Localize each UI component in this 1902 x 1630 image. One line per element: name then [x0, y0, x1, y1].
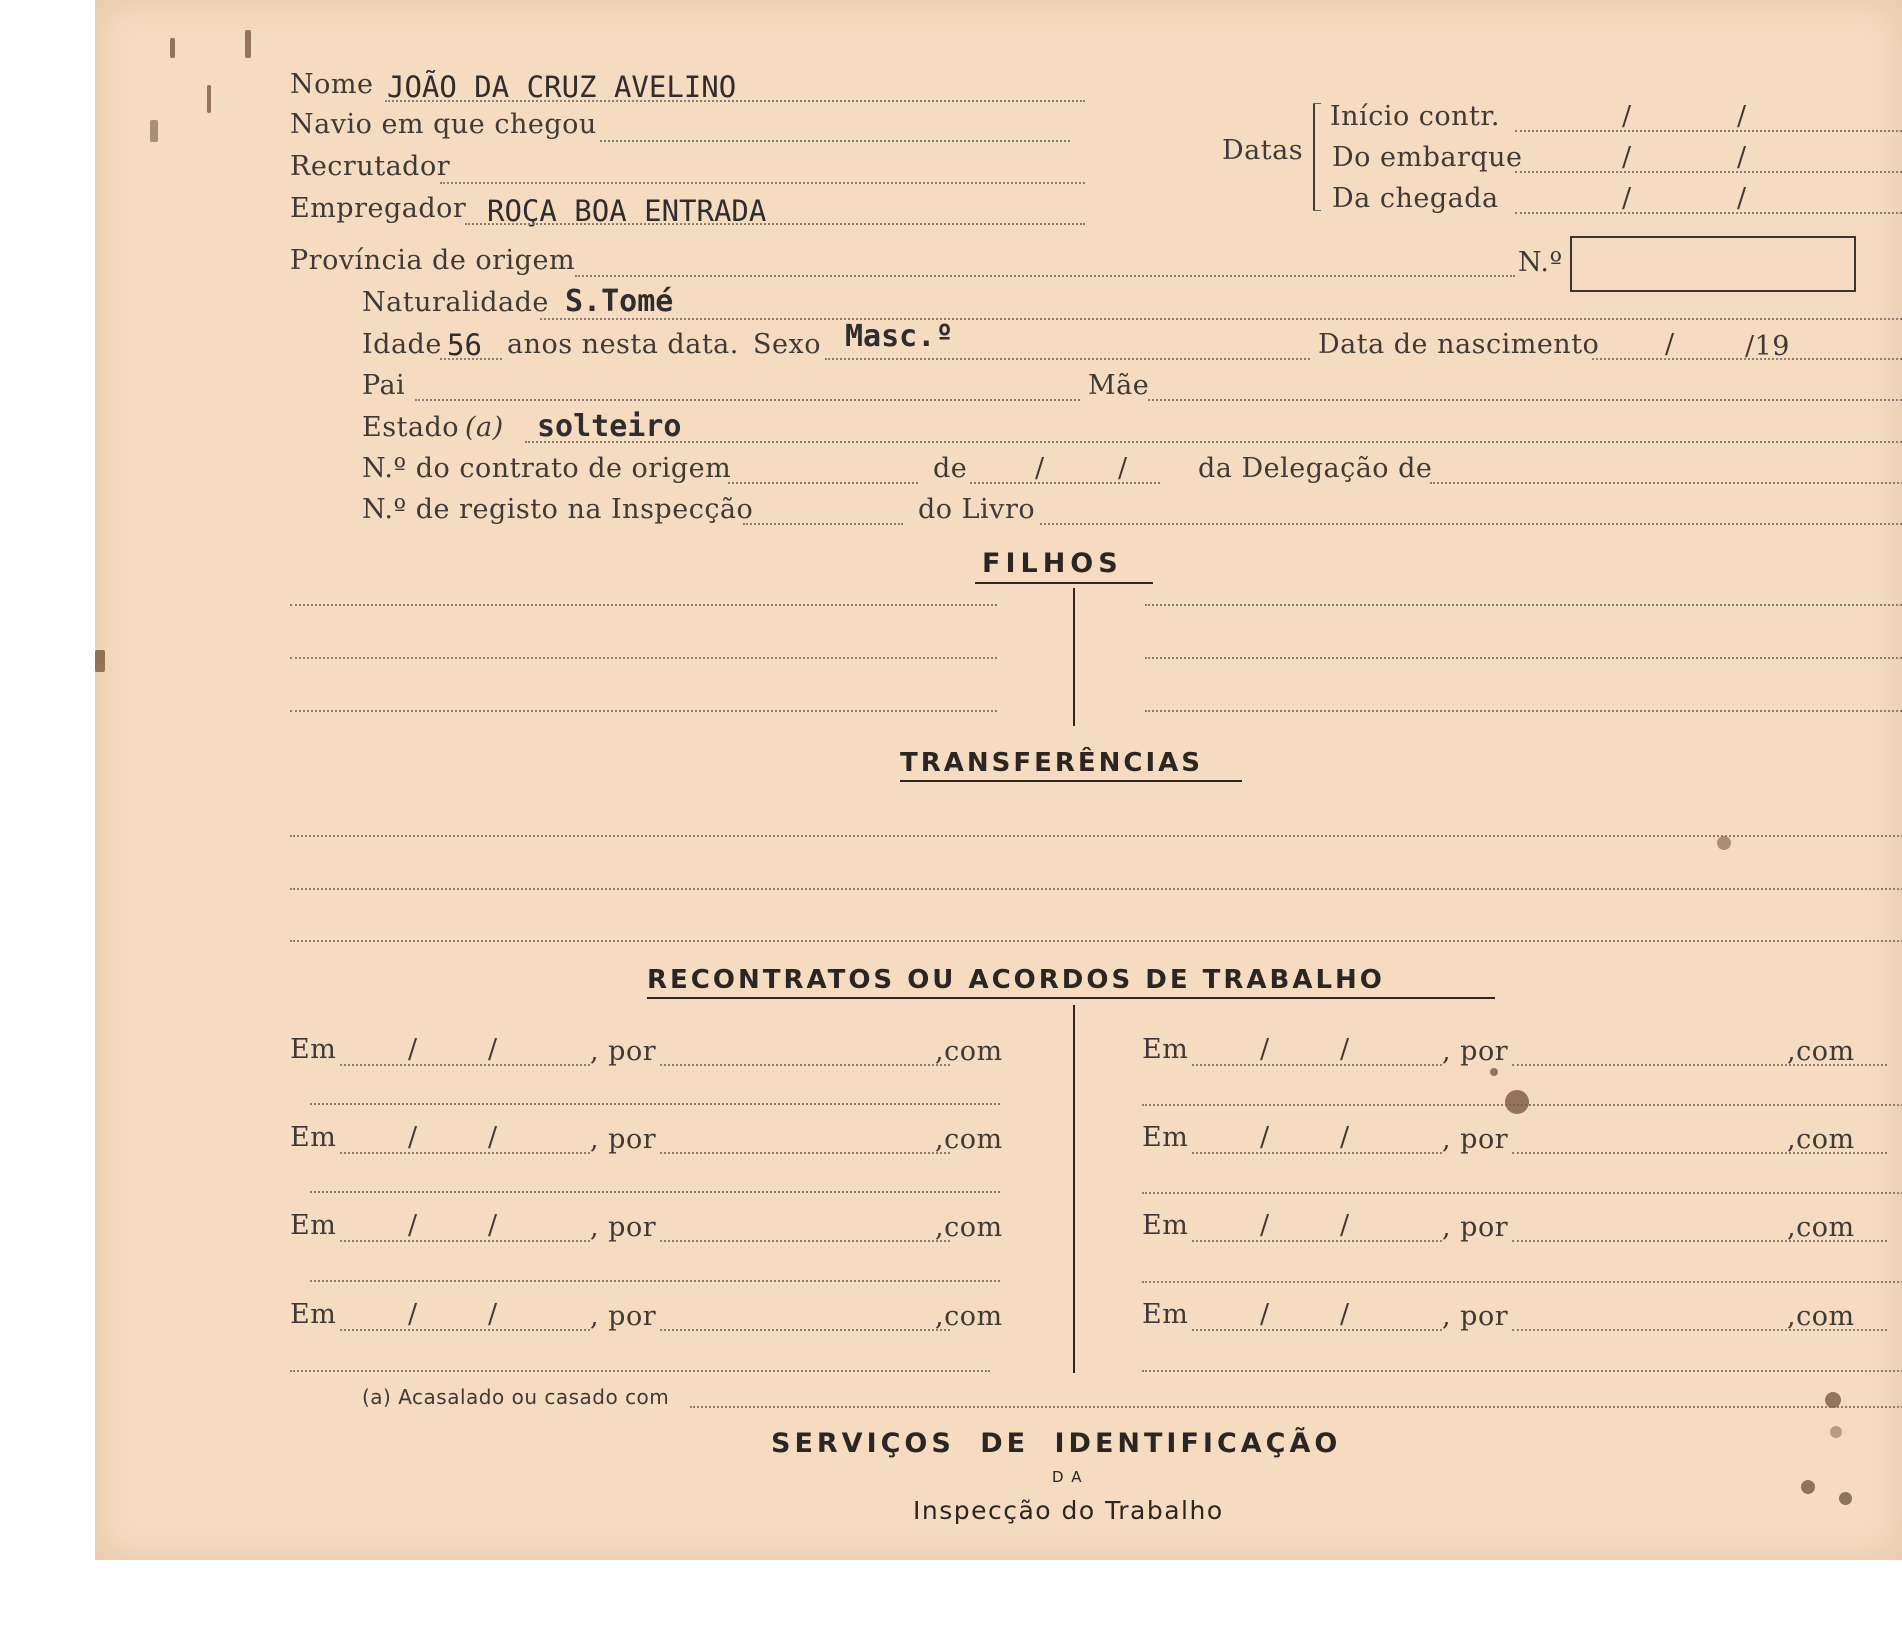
- idade-line: [440, 358, 502, 360]
- date-slash-2: /: [488, 1210, 498, 1241]
- em-label: Em: [290, 1210, 337, 1241]
- pai-label: Pai: [362, 370, 406, 401]
- date-slash-2: /: [1340, 1210, 1350, 1241]
- delegacao-line: [1430, 482, 1902, 484]
- transferencias-heading: TRANSFERÊNCIAS: [900, 748, 1204, 778]
- nascimento-label: Data de nascimento: [1318, 329, 1600, 360]
- document-sheet: [95, 0, 1902, 1560]
- com-label: ,com: [935, 1124, 1003, 1155]
- numero-box: [1570, 236, 1856, 292]
- footnote: (a) Acasalado ou casado com: [362, 1385, 670, 1409]
- por-label: , por: [1442, 1036, 1509, 1067]
- com-line: [310, 1280, 1000, 1282]
- com-line: [1142, 1281, 1902, 1283]
- recontratos-divider: [1073, 1005, 1075, 1373]
- estado-label: Estado: [362, 412, 460, 443]
- com-label: ,com: [935, 1301, 1003, 1332]
- com-line: [1142, 1370, 1902, 1372]
- inicio-label: Início contr.: [1330, 101, 1500, 132]
- estado-note: (a): [465, 412, 504, 443]
- filhos-line-left-3: [290, 710, 997, 712]
- filhos-line-right-2: [1145, 657, 1902, 659]
- stain-mark: [170, 38, 175, 58]
- empregador-value: ROÇA BOA ENTRADA: [487, 194, 767, 228]
- date-slash-1: /: [408, 1122, 418, 1153]
- com-line: [290, 1370, 990, 1372]
- recrutador-label: Recrutador: [290, 151, 451, 182]
- naturalidade-label: Naturalidade: [362, 287, 549, 318]
- por-line: [660, 1329, 950, 1331]
- por-label: , por: [1442, 1212, 1509, 1243]
- em-date-line: [340, 1064, 590, 1066]
- stain-mark: [207, 85, 211, 113]
- stain-mark: [95, 650, 105, 672]
- transferencias-line-1: [290, 835, 1902, 837]
- em-label: Em: [290, 1034, 337, 1065]
- registo-line: [743, 523, 903, 525]
- footer-da: DA: [1052, 1468, 1090, 1486]
- em-label: Em: [1142, 1034, 1189, 1065]
- em-label: Em: [1142, 1299, 1189, 1330]
- nascimento-slash: /: [1665, 329, 1675, 360]
- transferencias-line-2: [290, 888, 1902, 890]
- por-label: , por: [1442, 1124, 1509, 1155]
- em-date-line: [1192, 1064, 1442, 1066]
- navio-label: Navio em que chegou: [290, 109, 597, 140]
- recontratos-heading: RECONTRATOS OU ACORDOS DE TRABALHO: [647, 965, 1385, 995]
- date-slash-1: /: [408, 1299, 418, 1330]
- registo-label: N.º de registo na Inspecção: [362, 494, 754, 525]
- filhos-line-left-1: [290, 604, 997, 606]
- chegada-label: Da chegada: [1332, 183, 1499, 214]
- de-date-line: [970, 482, 1160, 484]
- chegada-line: [1515, 212, 1902, 214]
- numero-label: N.º: [1518, 247, 1563, 278]
- anos-label: anos nesta data.: [507, 329, 739, 360]
- naturalidade-line: [540, 318, 1902, 320]
- chegada-slash-1: /: [1622, 183, 1632, 214]
- naturalidade-value: S.Tomé: [565, 284, 674, 319]
- em-label: Em: [290, 1122, 337, 1153]
- embarque-label: Do embarque: [1332, 142, 1523, 173]
- mae-label: Mãe: [1088, 370, 1150, 401]
- navio-line: [600, 140, 1070, 142]
- filhos-underline: [975, 582, 1153, 584]
- de-label: de: [933, 453, 968, 484]
- date-slash-2: /: [488, 1122, 498, 1153]
- date-slash-1: /: [1260, 1034, 1270, 1065]
- idade-value: 56: [447, 328, 482, 362]
- nome-label: Nome: [290, 69, 374, 100]
- empregador-line: [465, 223, 1085, 225]
- com-label: ,com: [935, 1036, 1003, 1067]
- delegacao-label: da Delegação de: [1198, 453, 1433, 484]
- inicio-slash-2: /: [1737, 101, 1747, 132]
- com-line: [310, 1103, 1000, 1105]
- em-date-line: [340, 1329, 590, 1331]
- date-slash-1: /: [408, 1210, 418, 1241]
- filhos-line-right-1: [1145, 604, 1902, 606]
- nascimento-year: /19: [1745, 331, 1790, 362]
- estado-value: solteiro: [537, 409, 682, 444]
- datas-brace-bottom: [1313, 210, 1321, 211]
- transferencias-line-3: [290, 940, 1902, 942]
- por-line: [660, 1064, 950, 1066]
- com-label: ,com: [1787, 1124, 1855, 1155]
- date-slash-1: /: [1260, 1299, 1270, 1330]
- date-slash-2: /: [488, 1034, 498, 1065]
- recrutador-line: [440, 182, 1085, 184]
- por-label: , por: [1442, 1301, 1509, 1332]
- stain-mark: [150, 120, 158, 142]
- footnote-line: [690, 1406, 1902, 1408]
- livro-label: do Livro: [918, 494, 1036, 525]
- date-slash-2: /: [1340, 1299, 1350, 1330]
- date-slash-1: /: [1260, 1122, 1270, 1153]
- nome-line: [385, 100, 1085, 102]
- por-label: , por: [590, 1036, 657, 1067]
- stain-mark: [1825, 1392, 1841, 1408]
- em-date-line: [1192, 1329, 1442, 1331]
- stain-mark: [1830, 1426, 1842, 1438]
- mae-line: [1148, 399, 1902, 401]
- de-slash-1: /: [1035, 453, 1045, 484]
- embarque-line: [1515, 171, 1902, 173]
- em-date-line: [1192, 1240, 1442, 1242]
- chegada-slash-2: /: [1737, 183, 1747, 214]
- stain-mark: [1505, 1090, 1529, 1114]
- inicio-line: [1515, 130, 1902, 132]
- inicio-slash-1: /: [1622, 101, 1632, 132]
- por-line: [660, 1240, 950, 1242]
- nome-value: JOÃO DA CRUZ AVELINO: [387, 70, 737, 104]
- idade-label: Idade: [362, 329, 442, 360]
- com-label: ,com: [1787, 1212, 1855, 1243]
- por-line: [660, 1152, 950, 1154]
- filhos-heading: FILHOS: [982, 548, 1123, 579]
- datas-brace-top: [1313, 103, 1321, 104]
- contrato-label: N.º do contrato de origem: [362, 453, 732, 484]
- footer-title: SERVIÇOS DE IDENTIFICAÇÃO: [771, 1428, 1342, 1459]
- datas-label: Datas: [1222, 135, 1304, 166]
- contrato-line: [728, 482, 918, 484]
- sexo-line: [825, 358, 1310, 360]
- em-date-line: [1192, 1152, 1442, 1154]
- transferencias-underline: [900, 780, 1242, 782]
- por-label: , por: [590, 1301, 657, 1332]
- stain-mark: [245, 30, 251, 58]
- em-date-line: [340, 1152, 590, 1154]
- embarque-slash-2: /: [1737, 142, 1747, 173]
- com-label: ,com: [935, 1212, 1003, 1243]
- com-label: ,com: [1787, 1036, 1855, 1067]
- pai-line: [415, 399, 1080, 401]
- sexo-label: Sexo: [753, 329, 821, 360]
- provincia-line: [575, 275, 1515, 277]
- date-slash-2: /: [488, 1299, 498, 1330]
- sexo-value: Masc.º: [845, 319, 954, 354]
- com-label: ,com: [1787, 1301, 1855, 1332]
- embarque-slash-1: /: [1622, 142, 1632, 173]
- por-label: , por: [590, 1212, 657, 1243]
- em-label: Em: [1142, 1122, 1189, 1153]
- livro-line: [1040, 523, 1902, 525]
- estado-line: [525, 441, 1902, 443]
- em-label: Em: [290, 1299, 337, 1330]
- date-slash-1: /: [408, 1034, 418, 1065]
- de-slash-2: /: [1118, 453, 1128, 484]
- provincia-label: Província de origem: [290, 245, 576, 276]
- date-slash-2: /: [1340, 1034, 1350, 1065]
- empregador-label: Empregador: [290, 193, 467, 224]
- em-date-line: [340, 1240, 590, 1242]
- date-slash-2: /: [1340, 1122, 1350, 1153]
- stain-mark: [1717, 836, 1731, 850]
- footer-subtitle: Inspecção do Trabalho: [913, 1496, 1224, 1525]
- com-line: [1142, 1192, 1902, 1194]
- stain-mark: [1490, 1068, 1498, 1076]
- com-line: [310, 1191, 1000, 1193]
- filhos-line-right-3: [1145, 710, 1902, 712]
- em-label: Em: [1142, 1210, 1189, 1241]
- recontratos-underline: [647, 997, 1495, 999]
- datas-brace: [1313, 103, 1315, 211]
- filhos-divider: [1073, 588, 1075, 726]
- stain-mark: [1839, 1492, 1852, 1505]
- stain-mark: [1801, 1480, 1815, 1494]
- por-label: , por: [590, 1124, 657, 1155]
- filhos-line-left-2: [290, 657, 997, 659]
- date-slash-1: /: [1260, 1210, 1270, 1241]
